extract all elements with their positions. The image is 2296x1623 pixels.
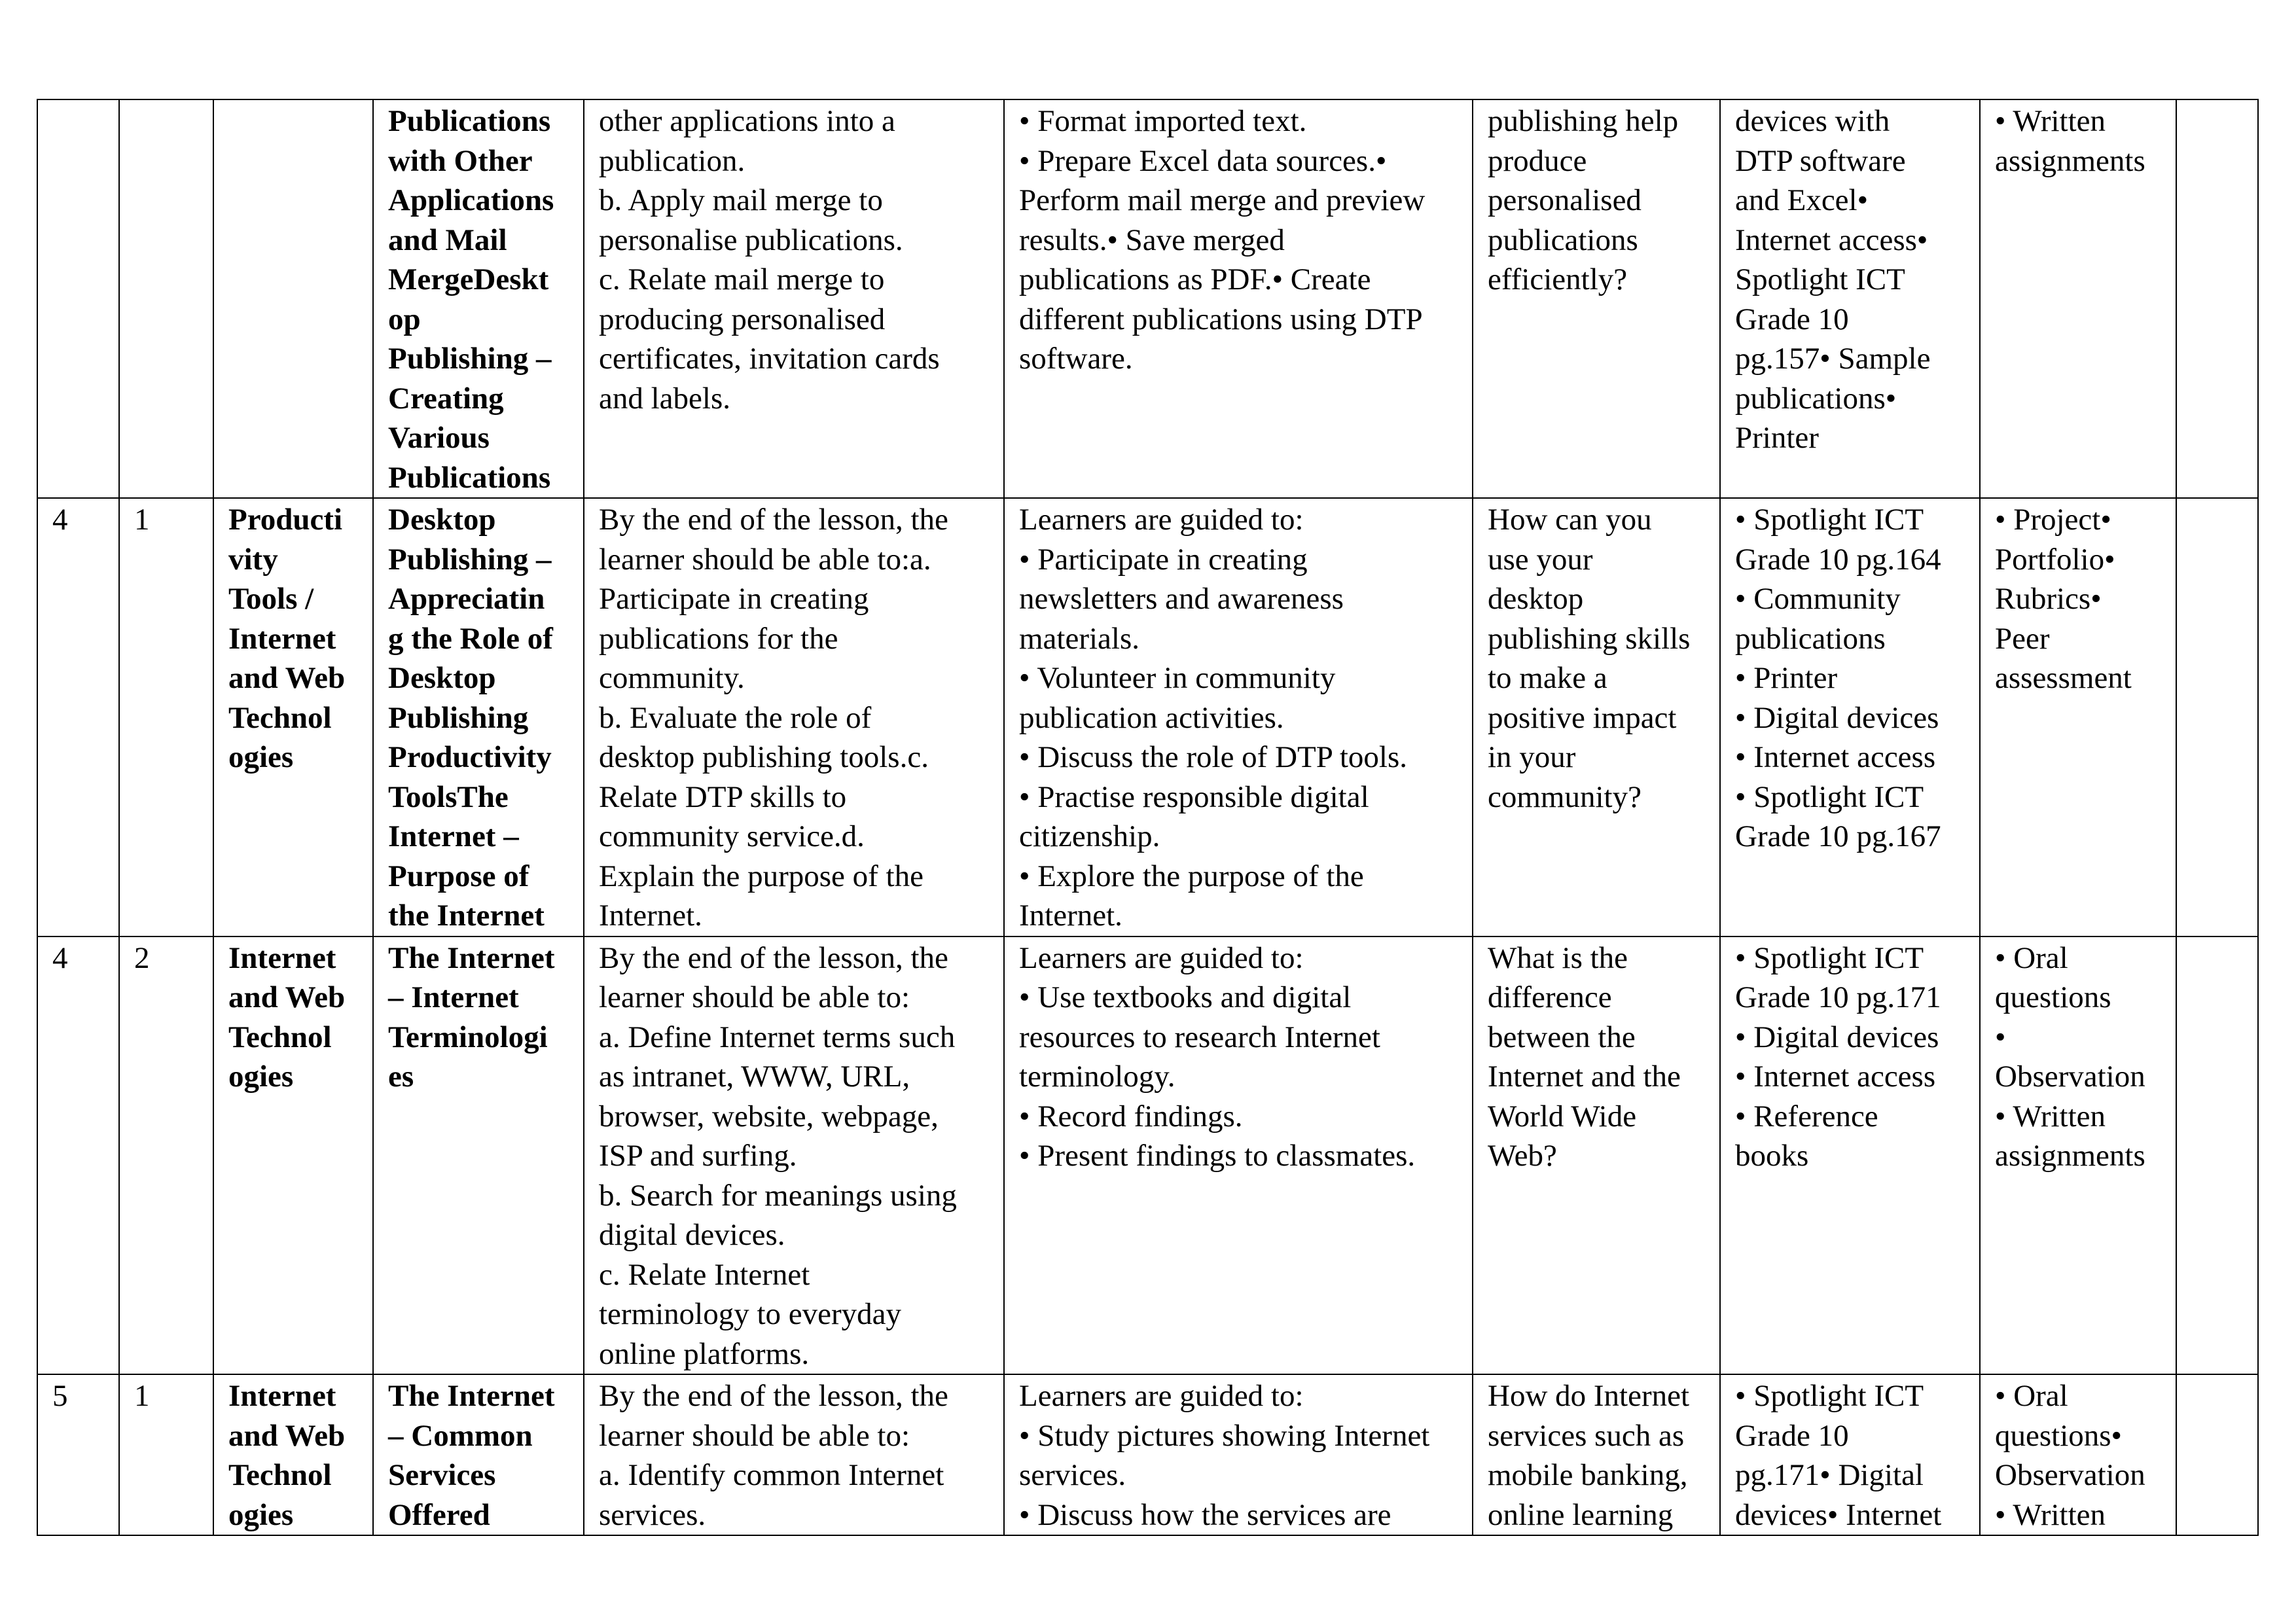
cell-line: learner should be able to:a. (599, 542, 931, 577)
cell-line: op (388, 302, 421, 336)
lesson-cell: 1 (119, 1374, 213, 1535)
cell-line: Purpose of (388, 859, 529, 893)
cell-line: pg.171• Digital (1735, 1458, 1924, 1492)
cell-line: services. (1019, 1458, 1126, 1492)
week-cell (37, 99, 119, 498)
cell-line: assessment (1995, 661, 2132, 695)
cell-line: es (388, 1060, 414, 1094)
cell-line: Technol (228, 1458, 332, 1492)
cell-line: with Other (388, 143, 533, 178)
cell-line: services. (599, 1497, 706, 1532)
cell-line: c. Relate Internet (599, 1257, 810, 1292)
table-row (37, 498, 2258, 936)
cell-line: How can you (1488, 503, 1652, 537)
cell-line: Productivity (388, 740, 552, 774)
learning-outcomes-cell (584, 1374, 1004, 1535)
cell-line: ISP and surfing. (599, 1139, 797, 1173)
cell-line: Grade 10 pg.171 (1735, 980, 1941, 1014)
cell-line: Perform mail merge and preview (1019, 183, 1426, 217)
cell-line: Desktop (388, 503, 496, 537)
learning-experiences-cell (1004, 1374, 1473, 1535)
lesson-cell: 1 (119, 498, 213, 936)
cell-line: • Project• (1995, 503, 2111, 537)
cell-line: Services (388, 1458, 496, 1492)
cell-line: online learning (1488, 1497, 1674, 1532)
cell-line: publications• (1735, 381, 1897, 416)
cell-line: • Format imported text. (1019, 104, 1307, 138)
strand-cell (213, 99, 373, 498)
cell-line: Learners are guided to: (1019, 503, 1304, 537)
assessment-cell (1980, 936, 2176, 1375)
cell-line: • Discuss the role of DTP tools. (1019, 740, 1408, 774)
cell-line: terminology to everyday (599, 1297, 902, 1331)
cell-line: b. Search for meanings using (599, 1178, 957, 1213)
cell-line: Internet (228, 940, 336, 975)
cell-line: • Written (1995, 104, 2106, 138)
cell-line: Applications (388, 183, 554, 217)
cell-line: Grade 10 pg.164 (1735, 542, 1941, 577)
cell-line: materials. (1019, 621, 1140, 656)
cell-line: Publications (388, 104, 551, 138)
cell-line: • Written (1995, 1099, 2106, 1133)
cell-line: Participate in creating (599, 582, 869, 616)
table-row (37, 99, 2258, 498)
cell-line: Creating (388, 381, 504, 416)
cell-line: community? (1488, 779, 1641, 814)
cell-line: a. Define Internet terms such (599, 1020, 956, 1054)
lesson-cell: 2 (119, 936, 213, 1375)
key-inquiry-question-cell (1473, 498, 1720, 936)
assessment-cell (1980, 99, 2176, 498)
cell-line: and labels. (599, 381, 730, 416)
learning-experiences-cell (1004, 99, 1473, 498)
remarks-cell (2176, 498, 2258, 936)
cell-line: personalised (1488, 183, 1641, 217)
cell-line: learner should be able to: (599, 1418, 910, 1453)
sub-strand-cell (373, 99, 584, 498)
cell-line: devices with (1735, 104, 1890, 138)
cell-line: • Digital devices (1735, 700, 1939, 735)
sub-strand-cell (373, 1374, 584, 1535)
key-inquiry-question-cell (1473, 936, 1720, 1375)
cell-line: • Reference (1735, 1099, 1878, 1133)
sub-strand-cell (373, 936, 584, 1375)
cell-line: publications for the (599, 621, 838, 656)
strand-cell (213, 936, 373, 1375)
cell-line: questions (1995, 980, 2111, 1014)
learning-resources-cell (1720, 99, 1980, 498)
assessment-cell (1980, 498, 2176, 936)
cell-line: Observation (1995, 1458, 2145, 1492)
cell-line: newsletters and awareness (1019, 582, 1344, 616)
cell-line: pg.157• Sample (1735, 342, 1931, 376)
strand-cell (213, 1374, 373, 1535)
cell-line: The Internet (388, 940, 555, 975)
learning-outcomes-cell (584, 99, 1004, 498)
cell-line: How do Internet (1488, 1379, 1690, 1413)
cell-line: Grade 10 pg.167 (1735, 819, 1941, 853)
table-body (37, 99, 2258, 1535)
cell-line: • Discuss how the services are (1019, 1497, 1391, 1532)
cell-line: Explain the purpose of the (599, 859, 924, 893)
cell-line: • Oral (1995, 940, 2068, 975)
cell-line: publication activities. (1019, 700, 1284, 735)
cell-line: Desktop (388, 661, 496, 695)
cell-line: • Spotlight ICT (1735, 503, 1924, 537)
lesson-cell (119, 99, 213, 498)
cell-line: different publications using DTP (1019, 302, 1423, 336)
cell-line: Appreciatin (388, 582, 545, 616)
cell-line: community service.d. (599, 819, 865, 853)
cell-line: and Excel• (1735, 183, 1869, 217)
strand-cell (213, 498, 373, 936)
cell-line: Publications (388, 460, 551, 495)
cell-line: The Internet (388, 1379, 555, 1413)
table-row (37, 1374, 2258, 1535)
cell-line: b. Apply mail merge to (599, 183, 883, 217)
cell-line: • Digital devices (1735, 1020, 1939, 1054)
cell-line: Relate DTP skills to (599, 779, 847, 814)
week-cell: 5 (37, 1374, 119, 1535)
cell-line: and Web (228, 661, 346, 695)
cell-line: Publishing – (388, 342, 552, 376)
cell-line: • Record findings. (1019, 1099, 1243, 1133)
cell-line: Learners are guided to: (1019, 1379, 1304, 1413)
learning-resources-cell (1720, 498, 1980, 936)
key-inquiry-question-cell (1473, 99, 1720, 498)
cell-line: Learners are guided to: (1019, 940, 1304, 975)
cell-line: digital devices. (599, 1218, 785, 1252)
cell-line: results.• Save merged (1019, 223, 1285, 257)
cell-line: Spotlight ICT (1735, 262, 1905, 296)
cell-line: publications (1488, 223, 1638, 257)
cell-line: • Community (1735, 582, 1901, 616)
remarks-cell (2176, 99, 2258, 498)
cell-line: What is the (1488, 940, 1628, 975)
cell-line: community. (599, 661, 745, 695)
cell-line: ToolsThe (388, 779, 509, 814)
cell-line: By the end of the lesson, the (599, 1379, 948, 1413)
cell-line: Internet. (599, 899, 702, 933)
cell-line: Internet and the (1488, 1060, 1681, 1094)
cell-line: software. (1019, 342, 1133, 376)
cell-line: • Oral (1995, 1379, 2068, 1413)
cell-line: browser, website, webpage, (599, 1099, 939, 1133)
cell-line: Various (388, 421, 490, 455)
cell-line: other applications into a (599, 104, 895, 138)
cell-line: producing personalised (599, 302, 886, 336)
cell-line: citizenship. (1019, 819, 1160, 853)
remarks-cell (2176, 1374, 2258, 1535)
cell-line: certificates, invitation cards (599, 342, 940, 376)
cell-line: Offered (388, 1497, 490, 1532)
cell-line: MergeDeskt (388, 262, 549, 296)
cell-line: Internet – (388, 819, 519, 853)
cell-line: mobile banking, (1488, 1458, 1688, 1492)
cell-line: g the Role of (388, 621, 553, 656)
cell-line: c. Relate mail merge to (599, 262, 885, 296)
cell-line: Grade 10 (1735, 1418, 1849, 1453)
cell-line: • (1995, 1020, 2006, 1054)
cell-line: produce (1488, 143, 1587, 178)
cell-line: Internet (228, 621, 336, 656)
sub-strand-cell (373, 498, 584, 936)
learning-outcomes-cell (584, 936, 1004, 1375)
cell-line: services such as (1488, 1418, 1685, 1453)
cell-line: and Web (228, 1418, 346, 1453)
cell-line: Internet. (1019, 899, 1122, 933)
cell-line: publications (1735, 621, 1886, 656)
cell-line: b. Evaluate the role of (599, 700, 872, 735)
cell-line: ogies (228, 1497, 294, 1532)
cell-line: • Present findings to classmates. (1019, 1139, 1416, 1173)
cell-line: books (1735, 1139, 1809, 1173)
cell-line: vity (228, 542, 278, 577)
cell-line: between the (1488, 1020, 1636, 1054)
cell-line: efficiently? (1488, 262, 1628, 296)
cell-line: Internet (228, 1379, 336, 1413)
cell-line: as intranet, WWW, URL, (599, 1060, 910, 1094)
cell-line: • Spotlight ICT (1735, 1379, 1924, 1413)
cell-line: terminology. (1019, 1060, 1175, 1094)
cell-line: • Volunteer in community (1019, 661, 1336, 695)
cell-line: Publishing (388, 700, 529, 735)
cell-line: devices• Internet (1735, 1497, 1942, 1532)
cell-line: Terminologi (388, 1020, 548, 1054)
cell-line: DTP software (1735, 143, 1906, 178)
cell-line: • Participate in creating (1019, 542, 1308, 577)
cell-line: and Web (228, 980, 346, 1014)
cell-line: to make a (1488, 661, 1607, 695)
cell-line: publishing skills (1488, 621, 1691, 656)
cell-line: Printer (1735, 421, 1819, 455)
cell-line: • Internet access (1735, 740, 1936, 774)
cell-line: By the end of the lesson, the (599, 503, 948, 537)
cell-line: – Internet (388, 980, 519, 1014)
cell-line: publication. (599, 143, 745, 178)
cell-line: resources to research Internet (1019, 1020, 1380, 1054)
cell-line: • Internet access (1735, 1060, 1936, 1094)
cell-line: positive impact (1488, 700, 1677, 735)
cell-line: use your (1488, 542, 1593, 577)
table-row (37, 936, 2258, 1375)
week-cell: 4 (37, 936, 119, 1375)
cell-line: publications as PDF.• Create (1019, 262, 1371, 296)
cell-line: in your (1488, 740, 1576, 774)
cell-line: • Spotlight ICT (1735, 779, 1924, 814)
remarks-cell (2176, 936, 2258, 1375)
cell-line: the Internet (388, 899, 545, 933)
cell-line: Web? (1488, 1139, 1557, 1173)
cell-line: Tools / (228, 582, 314, 616)
assessment-cell (1980, 1374, 2176, 1535)
week-cell: 4 (37, 498, 119, 936)
learning-resources-cell (1720, 1374, 1980, 1535)
learning-experiences-cell (1004, 498, 1473, 936)
cell-line: By the end of the lesson, the (599, 940, 948, 975)
cell-line: desktop publishing tools.c. (599, 740, 929, 774)
cell-line: assignments (1995, 143, 2145, 178)
cell-line: Producti (228, 503, 343, 537)
cell-line: • Spotlight ICT (1735, 940, 1924, 975)
cell-line: Rubrics• (1995, 582, 2102, 616)
cell-line: Technol (228, 1020, 332, 1054)
learning-resources-cell (1720, 936, 1980, 1375)
cell-line: • Explore the purpose of the (1019, 859, 1364, 893)
cell-line: Publishing – (388, 542, 552, 577)
learning-experiences-cell (1004, 936, 1473, 1375)
cell-line: • Practise responsible digital (1019, 779, 1369, 814)
cell-line: Technol (228, 700, 332, 735)
cell-line: – Common (388, 1418, 533, 1453)
cell-line: personalise publications. (599, 223, 903, 257)
cell-line: online platforms. (599, 1336, 810, 1371)
cell-line: • Prepare Excel data sources.• (1019, 143, 1387, 178)
cell-line: Grade 10 (1735, 302, 1849, 336)
cell-line: difference (1488, 980, 1612, 1014)
scheme-of-work-table (37, 99, 2259, 1536)
cell-line: Observation (1995, 1060, 2145, 1094)
cell-line: learner should be able to: (599, 980, 910, 1014)
cell-line: • Printer (1735, 661, 1838, 695)
cell-line: assignments (1995, 1139, 2145, 1173)
cell-line: Internet access• (1735, 223, 1928, 257)
cell-line: • Study pictures showing Internet (1019, 1418, 1430, 1453)
cell-line: World Wide (1488, 1099, 1637, 1133)
learning-outcomes-cell (584, 498, 1004, 936)
cell-line: ogies (228, 1060, 294, 1094)
cell-line: Peer (1995, 621, 2050, 656)
cell-line: publishing help (1488, 104, 1679, 138)
cell-line: ogies (228, 740, 294, 774)
cell-line: a. Identify common Internet (599, 1458, 944, 1492)
cell-line: and Mail (388, 223, 507, 257)
cell-line: Portfolio• (1995, 542, 2115, 577)
cell-line: desktop (1488, 582, 1584, 616)
key-inquiry-question-cell (1473, 1374, 1720, 1535)
cell-line: • Written (1995, 1497, 2106, 1532)
cell-line: • Use textbooks and digital (1019, 980, 1352, 1014)
cell-line: questions• (1995, 1418, 2123, 1453)
